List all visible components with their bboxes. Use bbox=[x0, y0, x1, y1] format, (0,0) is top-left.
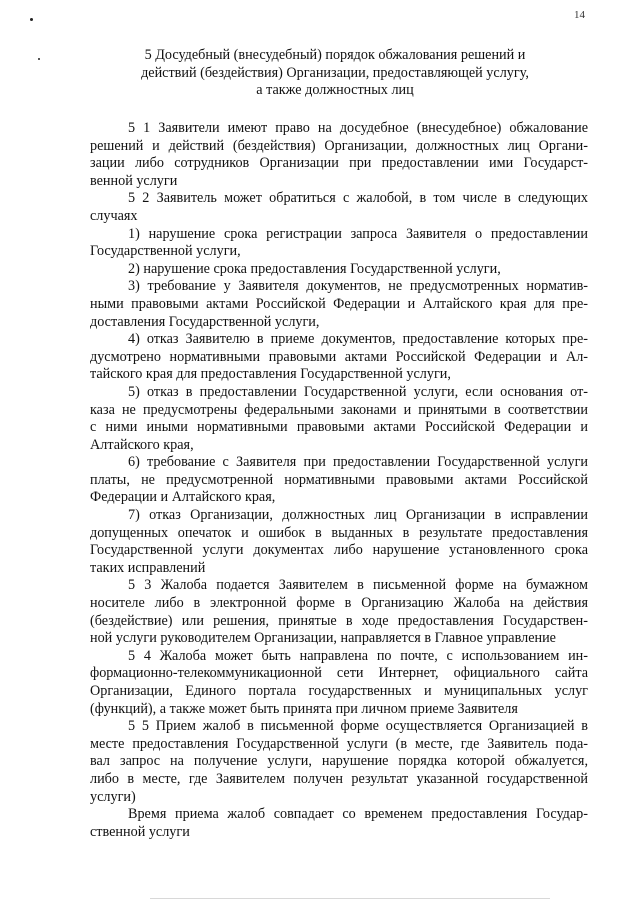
paragraph-line: 7) отказ Организации, должностных лиц Организации в исправлении bbox=[128, 507, 588, 524]
paragraph-line: с ними иными нормативными правовыми актами Российской Федерации и bbox=[90, 419, 588, 436]
paragraph-line: 1) нарушение срока регистрации запроса Заявителя о предоставлении bbox=[128, 225, 588, 242]
paragraph-p-5-2 bbox=[90, 190, 588, 225]
paragraph-line: 6) требование с Заявителя при предоставлении Государственной услуги bbox=[128, 454, 588, 471]
paragraph-p-item-6 bbox=[90, 454, 588, 507]
paragraph-p-item-3 bbox=[90, 278, 588, 331]
paragraph-line: Государственной услуги, bbox=[90, 243, 241, 260]
paragraph-line: Федерации и Алтайского края, bbox=[90, 489, 276, 506]
paragraph-line: 5) отказ в предоставлении Государственной услуги, если основания от- bbox=[128, 383, 588, 400]
paragraph-line: ными правовыми актами Российской Федерации и Алтайского края для пре- bbox=[90, 295, 588, 312]
paragraph-p-5-3 bbox=[90, 577, 588, 647]
paragraph-line: ной услуги руководителем Организации, направляется в Главное управление bbox=[90, 630, 556, 647]
paragraph-p-5-5 bbox=[90, 718, 588, 806]
paragraph-line: платы, не предусмотренной нормативными правовыми актами Российской bbox=[90, 471, 588, 488]
paragraph-line: венной услуги bbox=[90, 172, 178, 189]
paragraph-line: 2) нарушение срока предоставления Государственной услуги, bbox=[128, 260, 501, 277]
page-number: 14 bbox=[574, 9, 585, 21]
paragraph-line: доставления Государственной услуги, bbox=[90, 313, 320, 330]
paragraph-line: тайского края для предоставления Государственной услуги, bbox=[90, 366, 451, 383]
paragraph-line: Алтайского края, bbox=[90, 436, 194, 453]
paragraph-line: 3) требование у Заявителя документов, не предусмотренных норматив- bbox=[128, 278, 588, 295]
paragraph-line: 5 5 Прием жалоб в письменной форме осуществляется Организацией в bbox=[128, 718, 588, 735]
paragraph-line: носителе либо в электронной форме в Организацию Жалоба на действия bbox=[90, 595, 588, 612]
paragraph-line: месте предоставления Государственной услуги (в месте, где Заявитель пода- bbox=[90, 735, 588, 752]
document-body bbox=[90, 120, 588, 841]
paragraph-line: таких исправлений bbox=[90, 559, 206, 576]
paragraph-p-5-4 bbox=[90, 648, 588, 718]
paragraph-line: ственной услуги bbox=[90, 823, 190, 840]
paragraph-line: 5 1 Заявители имеют право на досудебное (внесудебное) обжалование bbox=[128, 120, 588, 136]
paragraph-line: Государственной услуги документах либо нарушение установленного срока bbox=[90, 542, 588, 559]
paragraph-line: 5 3 Жалоба подается Заявителем в письменной форме на бумажном bbox=[128, 577, 588, 594]
scan-speck bbox=[30, 18, 33, 21]
paragraph-line: (бездействие) или решения, принятые в ходе предоставления Государствен- bbox=[90, 612, 588, 629]
paragraph-line: формационно-телекоммуникационной сети Интернет, официального сайта bbox=[90, 665, 588, 682]
paragraph-p-item-2 bbox=[90, 261, 588, 279]
paragraph-line: либо в месте, где Заявителем получен результат указанной государственной bbox=[90, 770, 588, 787]
section-heading-line: 5 Досудебный (внесудебный) порядок обжалования решений и bbox=[144, 47, 526, 63]
paragraph-line: 4) отказ Заявителю в приеме документов, предоставление которых пре- bbox=[128, 331, 588, 348]
paragraph-p-item-7 bbox=[90, 507, 588, 577]
section-heading-line: действий (бездействия) Организации, предоставляющей услугу, bbox=[141, 64, 529, 81]
paragraph-line: случаях bbox=[90, 207, 138, 224]
paragraph-line: зации либо сотрудников Организации при предоставлении ими Государст- bbox=[90, 155, 588, 172]
paragraph-line: вал запрос на получение услуги, нарушение порядка которой обжалуется, bbox=[90, 753, 588, 770]
paragraph-p-item-4 bbox=[90, 331, 588, 384]
paragraph-line: решений и действий (бездействия) Организации, должностных лиц Органи- bbox=[90, 137, 588, 154]
paragraph-line: дусмотрено нормативными правовыми актами Российской Федерации и Ал- bbox=[90, 348, 588, 365]
paragraph-line: (функций), а также может быть принята при личном приеме Заявителя bbox=[90, 700, 518, 717]
paragraph-p-item-1 bbox=[90, 226, 588, 261]
section-heading bbox=[100, 47, 570, 100]
paragraph-line: 5 4 Жалоба может быть направлена по почте, с использованием ин- bbox=[128, 647, 588, 664]
paragraph-line: каза не предусмотрены федеральными законами и принятыми в соответствии bbox=[90, 401, 588, 418]
section-heading-line: а также должностных лиц bbox=[256, 82, 414, 98]
paragraph-p-item-5 bbox=[90, 384, 588, 454]
paragraph-p-5-1 bbox=[90, 120, 588, 190]
paragraph-line: Время приема жалоб совпадает со временем предоставления Государ- bbox=[128, 806, 588, 823]
paragraph-line: 5 2 Заявитель может обратиться с жалобой, в том числе в следующих bbox=[128, 190, 588, 207]
paragraph-line: допущенных опечаток и ошибок в выданных в результате предоставления bbox=[90, 524, 588, 541]
paragraph-line: услуги) bbox=[90, 788, 136, 805]
paragraph-line: Организации, Единого портала государственных и муниципальных услуг bbox=[90, 683, 588, 699]
scan-speck bbox=[38, 58, 40, 60]
scan-edge-line bbox=[150, 898, 550, 899]
paragraph-p-time bbox=[90, 806, 588, 841]
